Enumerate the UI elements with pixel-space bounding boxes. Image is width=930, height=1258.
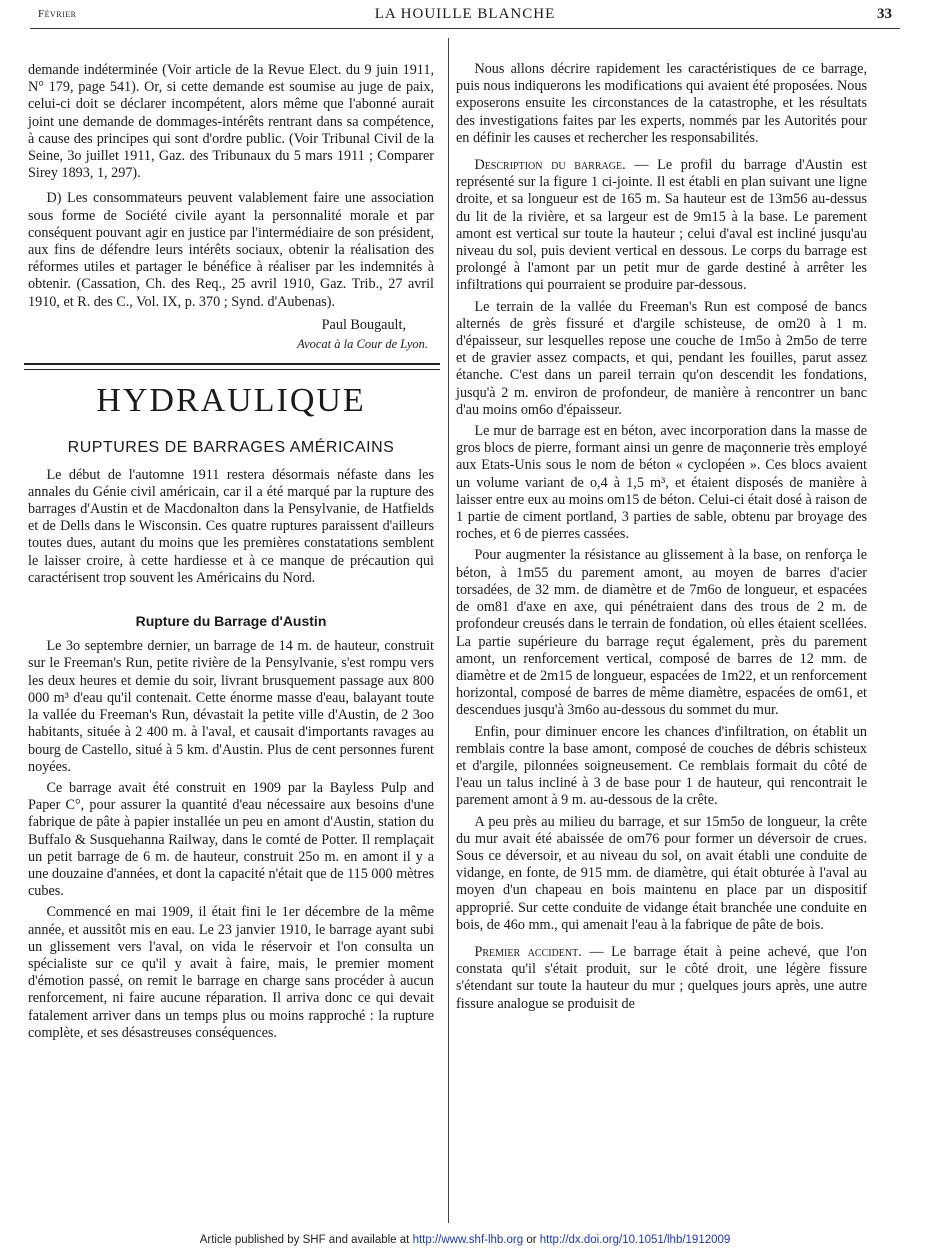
page-number: 33	[877, 6, 892, 22]
left-paragraph-1: demande indéterminée (Voir article de la Revue Elect. du 9 juin 1911, N° 179, page 541). Or, si cette demande est soumise au juge de paix, celui-ci doit se déclarer incompétent, alors même que l'abonné aurait joint une demande de dommages-intérêts rentrant dans sa compétence, à cause des principes qui sont d'ordre public. (Voir Tribunal Civil de la Seine, 3o juillet 1911, Gaz. des Tribunaux du 5 mars 1911 ; Comparer Sirey 1893, 1, 297).	[28, 62, 434, 182]
accident-heading: Premier accident.	[474, 943, 582, 960]
right-intro: Nous allons décrire rapidement les caractéristiques de ce barrage, puis nous indiquerons les modifications qui avaient été proposées. Nous exposerons ensuite les circonstances de la catastrophe, et les résultats des investigations faites par les experts, nommés par les Autorités pour en définir les causes et rechercher les responsabilités.	[456, 61, 867, 146]
section-rule	[24, 363, 440, 370]
journal-title: LA HOUILLE BLANCHE	[374, 6, 556, 22]
footer-middle: or	[523, 1234, 540, 1246]
accident-text: — Le barrage était à peine achevé, que l'on constata qu'il s'était produit, sur le côté droit, une légère fissure s'étendant sur toute la hauteur du mur ; quelques jours après, une autre fissure analogue se produisit de	[456, 943, 867, 1012]
column-divider	[448, 38, 449, 1223]
left-paragraph-2: D) Les consommateurs peuvent valablement faire une association sous forme de Société civile ayant la personnalité morale et par conséquent pouvant agir en justice par l'intermédiaire de son président, aux fins de défendre leurs intérêts sociaux, obtenir la réalisation des réformes utiles et partager le bénéfice à réaliser par les indemnités à obtenir. (Cassation, Ch. des Req., 25 avril 1910, Gaz. Trib., 27 avril 1910, et R. des C., Vol. IX, p. 370 ; Synd. d'Aubenas).	[28, 190, 434, 310]
subheading: Rupture du Barrage d'Austin	[135, 613, 327, 630]
footer-note	[0, 1234, 930, 1246]
left-column	[28, 62, 434, 1042]
footer-link-doi[interactable]: http://dx.doi.org/10.1051/lhb/1912009	[539, 1234, 731, 1246]
right-paragraph-4: Pour augmenter la résistance au glissement à la base, on renforça le béton, à 1m55 du parement amont, au moyen de barres d'acier torsadées, de 32 mm. de diamètre et de 7m6o de longueur, et espacées de om81 d'axe en axe, qui pénétraient dans des trous de 2 m. de profondeur creusés dans le terrain de fondation, où elles étaient scellées. La partie supérieure du barrage reçut également, près du parement amont, un renforcement vertical, composé de barres de 12 mm. de diamètre et de 2m15 de longueur, espacées de 1m22, et un renforcement horizontal, composé de barres de même diamètre, espacées de om61, et descendues jusqu'à 3m6o au-dessous du sommet du mur.	[456, 547, 867, 719]
footer-link-shf[interactable]: http://www.shf-lhb.org	[412, 1234, 524, 1246]
right-paragraph-2: Le terrain de la vallée du Freeman's Run est composé de bancs alternés de grès fissuré et d'argile schisteuse, de om20 à 1 m. d'épaisseur, sur lesquelles repose une couche de 1m5o à 2m5o de terre et de gravier assez compacts, et qui, pendant les fouilles, parut assez étanche. C'est dans un pareil terrain qu'on descendit les fondations, jusqu'à 2 m. environ de profondeur, de manière à rencontrer un banc d'au moins om6o d'épaisseur.	[456, 298, 867, 418]
right-paragraph-3: Le mur de barrage est en béton, avec incorporation dans la masse de gros blocs de pierre, formant ainsi un genre de maçonnerie très employé aux Etats-Unis sous le nom de béton « cyclopéen ». Ces blocs avaient un volume variant de o,4 à 1,5 m³, et étaient disposés de manière à laisser entre eux au moins om15 de béton. Celui-ci était dosé à raison de 1 partie de ciment portland, 3 parties de sable, obtenu par broyage des roches, et 6 de pierres cassées.	[456, 423, 867, 543]
footer-prefix: Article published by SHF and available at	[199, 1234, 413, 1246]
right-paragraph-5: Enfin, pour diminuer encore les chances d'infiltration, on établit un remblais contre la base amont, composé de couches de débris schisteux et d'argile, pilonnées soigneusement. Ce remblais formait du côté de l'eau un talus incliné à 3 de base pour 1 de hauteur, qui rencontrait le parement amont à 9 m. au-dessous de la crête.	[456, 723, 867, 809]
article-title: RUPTURES DE BARRAGES AMÉRICAINS	[67, 439, 395, 457]
article-paragraph-2: Ce barrage avait été construit en 1909 par la Bayless Pulp and Paper C°, pour assurer la quantité d'eau nécessaire aux besoins d'une fabrique de pâte à papier installée un peu en amont d'Austin, station du Buffalo & Susquehanna Railway, dans le comté de Potter. Il remplaçait un petit barrage de 6 m. de hauteur, construit 25o m. en amont il y a une douzaine d'années, et dont la capacité n'était que de 115 000 mètres cubes.	[28, 779, 435, 900]
running-head-month: Février	[38, 8, 77, 20]
description-text: — Le profil du barrage d'Austin est représenté sur la figure 1 ci-jointe. Il est établi en plan suivant une ligne droite, et sa longueur est de 165 m. Sa hauteur est de 13m56 au-dessus du lit de la rivière, et sa largeur est de 9m15 à la base. Le parement amont est vertical sur toute la hauteur ; celui d'aval est incliné jusqu'au niveau du sol, puis devient vertical en dessous. Le corps du barrage est prolongé à l'amont par un petit mur de garde destiné à arrêter les infiltrations qui pourraient se produire par-dessous.	[456, 157, 867, 294]
section-title: HYDRAULIQUE	[96, 382, 366, 420]
article-intro: Le début de l'automne 1911 restera désormais néfaste dans les annales du Génie civil américain, car il a été marqué par la rupture des barrages d'Austin et de Macdonalton dans la Pensylvanie, de Hatfields et de Dells dans le Wisconsin. Ces quatre ruptures paraissent d'ailleurs toutes dues, autant du moins que les premières constatations semblent le laisser croire, à cette hardiesse et à ce manque de précaution qui caractérisent trop souvent les Américains du Nord.	[28, 466, 434, 586]
author-name: Paul Bougault,	[321, 316, 406, 333]
description-heading: Description du barrage.	[474, 157, 626, 174]
right-paragraph-6: A peu près au milieu du barrage, et sur 15m5o de longueur, la crête du mur avait été abaissée de om76 pour former un déversoir de crues. Sous ce déversoir, et au niveau du sol, on avait établi une conduite de vidange, en fonte, de 915 mm. de diamètre, qui était obturée à l'aval au moyen d'un chapeau en bois maintenu en place par un dispositif approprié. Sur cette conduite de vidange était branchée une conduite en bois, de 46o mm., qui amenait l'eau à la fabrique de pâte de bois.	[456, 813, 867, 933]
article-paragraph-1: Le 3o septembre dernier, un barrage de 14 m. de hauteur, construit sur le Freeman's Run, petite rivière de la Pensylvanie, s'est rompu vers les deux heures et demie du soir, livrant brusquement passage aux 800 000 m³ d'eau qu'il contenait. Cette énorme masse d'eau, balayant toute la vallée du Freeman's Run, dévastait la petite ville d'Austin, de 2 3oo habitants, située à 2 400 m. à l'aval, et causait d'importants ravages au bourg de Castello, situé à 5 km. d'Austin. Plus de cent personnes furent noyées.	[28, 638, 434, 775]
header-rule	[30, 28, 900, 29]
description-paragraph	[456, 157, 867, 295]
right-column	[456, 61, 867, 1013]
article-paragraph-3: Commencé en mai 1909, il était fini le 1er décembre de la même année, et aussitôt mis en eau. Le 23 janvier 1910, le barrage ayant subi un glissement vers l'aval, on vida le réservoir et l'on consulta un spécialiste sur ce qu'il y avait à faire, mais, le premier moment d'émotion passé, on remit le barrage en charge sans procéder à aucun renforcement, ni faire aucune réparation. Il arriva donc ce qui devait fatalement arriver dans un temps plus ou moins rapproché : la rupture complète, et ses désastreuses conséquences.	[28, 904, 434, 1041]
accident-paragraph	[456, 944, 867, 1013]
author-role: Avocat à la Cour de Lyon.	[297, 337, 428, 352]
